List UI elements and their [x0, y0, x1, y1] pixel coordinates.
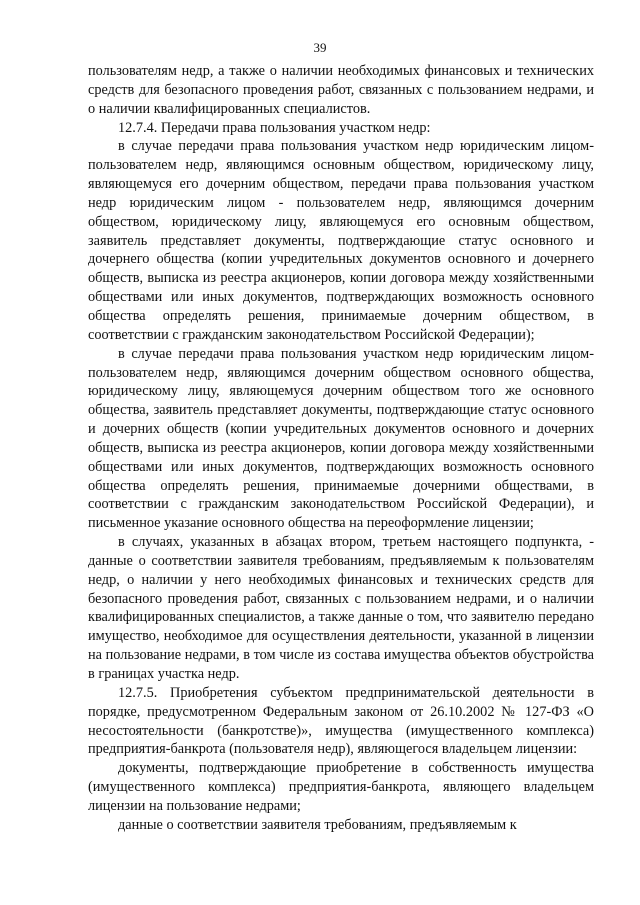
paragraph: данные о соответствии заявителя требованиям, предъявляемым к — [118, 816, 517, 833]
paragraph: пользователям недр, а также о наличии необходимых финансовых и технических средств для безопасного проведения работ, связанных с пользованием недрами, и о наличии квалифицированных специалистов. — [88, 63, 594, 117]
paragraph: 12.7.5. Приобретения субъектом предпринимательской деятельности в порядке, предусмотренном Федеральным законом от 26.10.2002 № 127-ФЗ «О несостоятельности (банкротстве)», имущества (имущественного комплекса) предприятия-банкрота (пользователя недр), являющегося владельцем лицензии: — [88, 684, 594, 758]
paragraph: в случаях, указанных в абзацах втором, третьем настоящего подпункта, - данные о соответствии заявителя требованиям, предъявляемым к пользователям недр, о наличии у него необходимых финансовых и технических средств для безопасного проведения работ, связанных с пользованием недрами, и о наличии квалифицированных специалистов, а также данные о том, что заявителю передано имущество, необходимое для осуществления деятельности, указанной в лицензии на пользование недрами, в том числе из состава имущества объектов обустройства в границах участка недр. — [88, 534, 594, 682]
page-number: 39 — [313, 40, 327, 55]
section-heading: 12.7.4. Передачи права пользования участком недр: — [118, 119, 431, 136]
paragraph: в случае передачи права пользования участком недр юридическим лицом- пользователем недр, являющимся дочерним обществом основного общества, юридическому лицу, являющемуся дочерним обществом того же основного общества, заявитель представляет документы, подтверждающие статус основного и дочерних обществ (копии учредительных документов основного и дочерних обществ, выписка из реестра акционеров, копии договора между хозяйственными обществами или иных документов, подтверждающих возможность основного общества определять решения, принимаемые дочерними обществами, в соответствии с гражданским законодательством Российской Федерации), и письменное указание основного общества на переоформление лицензии; — [88, 345, 594, 532]
paragraph: в случае передачи права пользования участком недр юридическим лицом- пользователем недр, являющимся основным обществом, юридическому лицу, являющемуся его дочерним обществом, передачи права пользования участком недр юридическим лицом - пользователем недр, являющимся дочерним обществом, юридическому лицу, являющемуся его основным обществом, заявитель представляет документы, подтверждающие статус основного и дочернего общества (копии учредительных документов основного и дочернего обществ, выписка из реестра акционеров, копии договора между хозяйственными обществами или иных документов, подтверждающих возможность основного общества определять решения, принимаемые дочерним обществом, в соответствии с гражданским законодательством Российской Федерации); — [88, 138, 594, 343]
document-body — [88, 62, 594, 835]
paragraph: документы, подтверждающие приобретение в собственность имущества (имущественного комплекса) предприятия-банкрота, являющего владельцем лицензии на пользование недрами; — [88, 760, 594, 814]
